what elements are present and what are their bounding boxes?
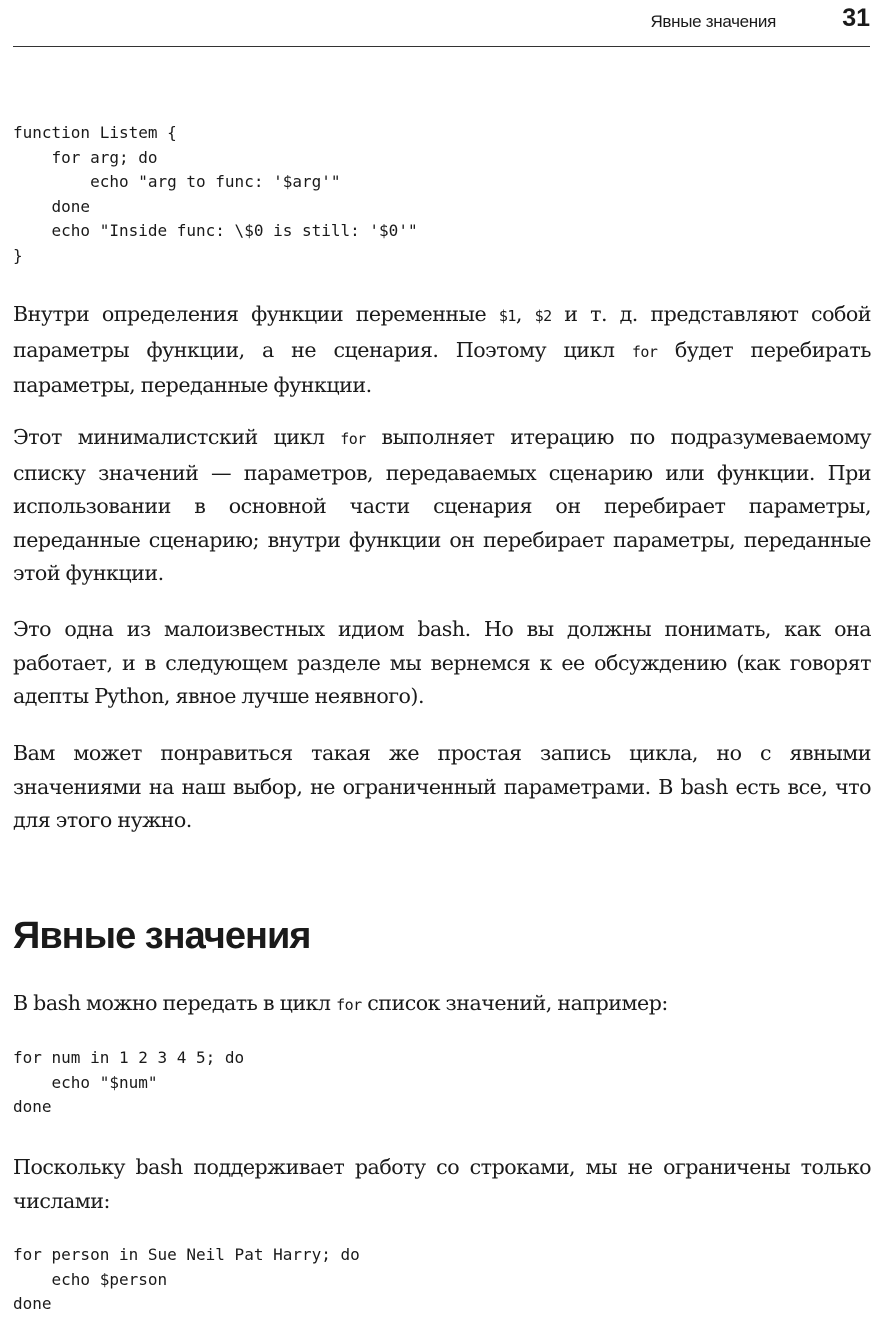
text: будет перебирать параметры, переданные функции. [13, 337, 871, 397]
code-block-for-num: for num in 1 2 3 4 5; do echo "$num" done [13, 1048, 245, 1116]
running-title: Явные значения [650, 12, 776, 31]
text: список значений, например: [361, 991, 668, 1015]
text: выполняет итерацию по подразумеваемому списку значений — параметров, передаваемых сценарию или функции. При использовании в основной части сценария он перебирает параметры, переданные сценарию; внутри функции он перебирает параметры, переданные этой функции. [13, 425, 871, 585]
inline-code: $1 [498, 307, 516, 325]
text: В bash можно передать в цикл [13, 991, 337, 1015]
code-block-for-person: for person in Sue Neil Pat Harry; do echo $person done [13, 1245, 360, 1313]
code-block-listem: function Listem { for arg; do echo "arg to func: '$arg'" done echo "Inside func: \$0 is still: '$0'" } [13, 123, 418, 265]
inline-code: for [340, 430, 366, 448]
inline-code: for [336, 996, 362, 1014]
paragraph-strings: Поскольку bash поддерживает работу со строками, мы не ограничены только числами: [13, 1155, 871, 1213]
text: , [515, 302, 535, 326]
paragraph-for-list [13, 987, 871, 1023]
text: Этот минималистский цикл [13, 425, 341, 449]
paragraph-explicit-values-intro: Вам может понравиться такая же простая запись цикла, но с явными значениями на наш выбор, не ограниченный параметрами. В bash есть все, что для этого нужно. [13, 741, 871, 832]
paragraph-function-params [13, 298, 871, 403]
paragraph-minimal-loop [13, 421, 871, 591]
text: и т. д. представляют собой параметры функции, а не сценария. Поэтому цикл [13, 302, 871, 362]
inline-code: $2 [534, 307, 552, 325]
section-heading: Явные значения [13, 915, 311, 957]
text: Внутри определения функции переменные [13, 302, 499, 326]
page-header [13, 0, 870, 47]
page-number: 31 [842, 4, 870, 32]
inline-code: for [631, 342, 658, 361]
paragraph-bash-idiom: Это одна из малоизвестных идиом bash. Но вы должны понимать, как она работает, и в следующем разделе мы вернемся к ее обсуждению (как говорят адепты Python, явное лучше неявного). [13, 617, 871, 708]
